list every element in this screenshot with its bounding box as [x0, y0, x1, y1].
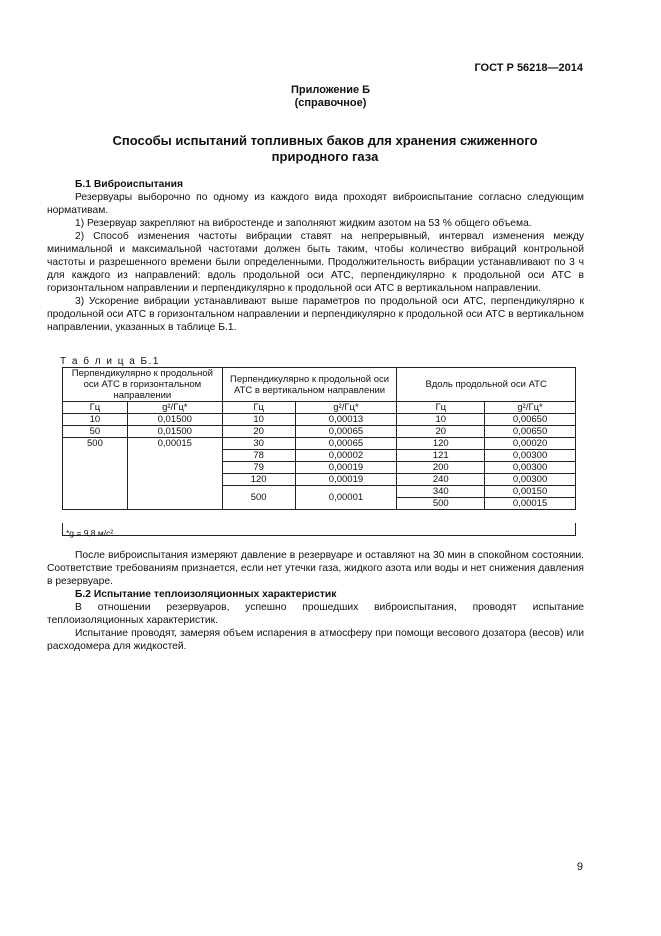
column-header: g²/Гц*: [295, 402, 397, 414]
table-cell: 0,00020: [485, 438, 576, 450]
paragraph: 1) Резервуар закрепляют на вибростенде и заполняют жидким азотом на 53 % общего объема.: [75, 218, 532, 229]
table-cell: 0,00015: [485, 498, 576, 510]
table-cell: 200: [397, 462, 485, 474]
section-1-heading: Б.1 Виброиспытания: [75, 179, 183, 190]
paragraph: В отношении резервуаров, успешно прошедших виброиспытания, проводят испытание теплоизоляционных характеристик.: [47, 602, 584, 626]
table-footnote: *g = 9,8 м/с²: [66, 528, 114, 538]
paragraph: Испытание проводят, замеряя объем испарения в атмосферу при помощи весового дозатора (весов) или расходомера для жидкостей.: [47, 628, 584, 652]
table-cell: 340: [397, 486, 485, 498]
section-2-heading: Б.2 Испытание теплоизоляционных характеристик: [75, 589, 337, 600]
table-cell: 0,00001: [295, 486, 397, 510]
table-cell: 0,00065: [295, 426, 397, 438]
table-cell: 500: [222, 486, 295, 510]
table-cell: 20: [397, 426, 485, 438]
title-line-1: Способы испытаний топливных баков для хранения сжиженного: [112, 133, 538, 148]
table-cell: 0,00015: [127, 438, 222, 510]
table-cell: 240: [397, 474, 485, 486]
appendix-label: Приложение Б: [290, 84, 371, 96]
table-cell: 0,00150: [485, 486, 576, 498]
appendix-type: (справочное): [294, 97, 367, 109]
title-line-2: природного газа: [271, 149, 379, 164]
group-header-horizontal: Перпендикулярно к продольной оси АТС в горизонтальном направлении: [63, 368, 223, 402]
table-cell: 79: [222, 462, 295, 474]
table-cell: 500: [63, 438, 128, 510]
table-cell: 20: [222, 426, 295, 438]
table-cell: 120: [397, 438, 485, 450]
group-header-vertical: Перпендикулярно к продольной оси АТС в вертикальном направлении: [222, 368, 397, 402]
paragraph: После виброиспытания измеряют давление в резервуаре и оставляют на 30 мин в спокойном состоянии. Соответствие требованиям признается, если нет утечки газа, жидкого азота или воды и нет снижения давления в резервуаре.: [47, 550, 584, 587]
table-cell: 50: [63, 426, 128, 438]
column-header: g²/Гц*: [127, 402, 222, 414]
table-cell: 0,00300: [485, 450, 576, 462]
table-cell: 10: [222, 414, 295, 426]
table-caption: Т а б л и ц а Б.1: [60, 356, 160, 367]
table-cell: 0,00019: [295, 462, 397, 474]
standard-number: ГОСТ Р 56218—2014: [474, 62, 583, 74]
table-cell: 0,01500: [127, 426, 222, 438]
vibration-table: [62, 367, 576, 510]
table-cell: 30: [222, 438, 295, 450]
column-header: Гц: [397, 402, 485, 414]
table-cell: 500: [397, 498, 485, 510]
document-title: [60, 133, 590, 165]
table-cell: 0,00650: [485, 426, 576, 438]
column-header: Гц: [222, 402, 295, 414]
table-cell: 0,00300: [485, 462, 576, 474]
table-cell: 0,00013: [295, 414, 397, 426]
group-header-longitudinal: Вдоль продольной оси АТС: [397, 368, 576, 402]
paragraph: Резервуары выборочно по одному из каждого вида проходят виброиспытание согласно следующим нормативам.: [47, 192, 584, 216]
table-cell: 121: [397, 450, 485, 462]
table-cell: 0,01500: [127, 414, 222, 426]
page-number: 9: [576, 861, 583, 873]
paragraph: 3) Ускорение вибрации устанавливают выше параметров по продольной оси АТС, перпендикулярно к продольной оси АТС в горизонтальном направлении и перпендикулярно к продольной оси АТС в вертикальном направлении, указанных в таблице Б.1.: [47, 296, 584, 333]
table-cell: 0,00650: [485, 414, 576, 426]
paragraph: 2) Способ изменения частоты вибрации ставят на непрерывный, интервал изменения между минимальной и максимальной частотами должен быть таким, чтобы количество вибраций контрольной частоты и разрешенного времени были определенными. Продолжительность вибрации устанавливают по 3 ч для каждого из направлений: вдоль продольной оси АТС, перпендикулярно к продольной оси АТС в горизонтальном направлении и перпендикулярно к продольной оси АТС в вертикальном направлении.: [47, 231, 584, 294]
section-1: [47, 178, 584, 334]
column-header: Гц: [63, 402, 128, 414]
table-cell: 78: [222, 450, 295, 462]
column-header: g²/Гц*: [485, 402, 576, 414]
table-cell: 10: [397, 414, 485, 426]
table-cell: 10: [63, 414, 128, 426]
table-cell: 0,00002: [295, 450, 397, 462]
table-cell: 0,00065: [295, 438, 397, 450]
table-cell: 0,00300: [485, 474, 576, 486]
appendix-heading: [0, 84, 661, 110]
table-cell: 0,00019: [295, 474, 397, 486]
after-table-text: [47, 549, 584, 653]
table-cell: 120: [222, 474, 295, 486]
table-footnote-row: [62, 523, 576, 536]
